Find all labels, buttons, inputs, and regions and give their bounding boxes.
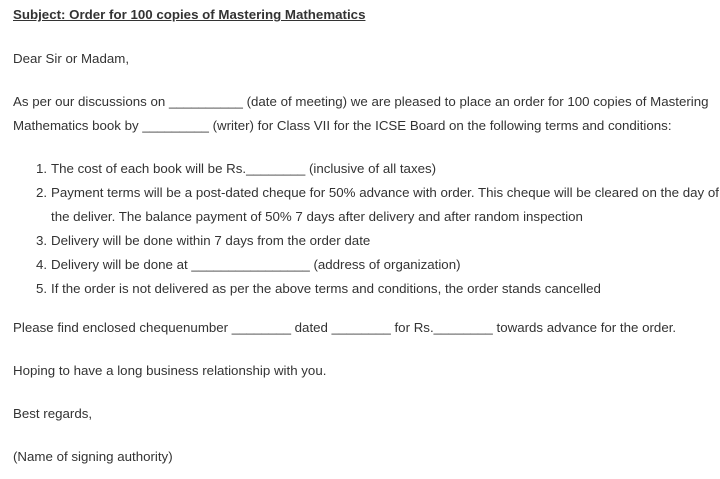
signatory-placeholder: (Name of signing authority) — [13, 449, 173, 464]
list-item-number: 5. — [36, 281, 48, 296]
list-item-number: 3. — [36, 233, 48, 248]
list-item-number: 4. — [36, 257, 48, 272]
salutation: Dear Sir or Madam, — [13, 51, 130, 66]
sign-off: Best regards, — [13, 406, 93, 421]
list-item-text: Delivery will be done at ________________ (address of organization) — [51, 257, 461, 272]
intro-paragraph-line-1: As per our discussions on __________ (date of meeting) we are pleased to place an order for 100 copies of Mastering — [13, 94, 709, 109]
enclosure-paragraph: Please find enclosed chequenumber ________ dated ________ for Rs.________ towards advance for the order. — [13, 320, 677, 335]
list-item-number: 1. — [36, 161, 48, 176]
list-item-text: If the order is not delivered as per the above terms and conditions, the order stands cancelled — [51, 281, 601, 296]
intro-paragraph-line-2: Mathematics book by _________ (writer) for Class VII for the ICSE Board on the following terms and conditions: — [13, 118, 672, 133]
list-item-text: Payment terms will be a post-dated cheque for 50% advance with order. This cheque will be cleared on the day of — [51, 185, 719, 200]
list-item-text: Delivery will be done within 7 days from the order date — [51, 233, 371, 248]
closing-paragraph: Hoping to have a long business relationship with you. — [13, 363, 327, 378]
list-item-text: The cost of each book will be Rs.________ (inclusive of all taxes) — [51, 161, 437, 176]
subject-line: Subject: Order for 100 copies of Mastering Mathematics — [13, 7, 366, 22]
list-item-number: 2. — [36, 185, 48, 200]
list-item-text-continued: the deliver. The balance payment of 50% 7 days after delivery and after random inspection — [51, 209, 583, 224]
